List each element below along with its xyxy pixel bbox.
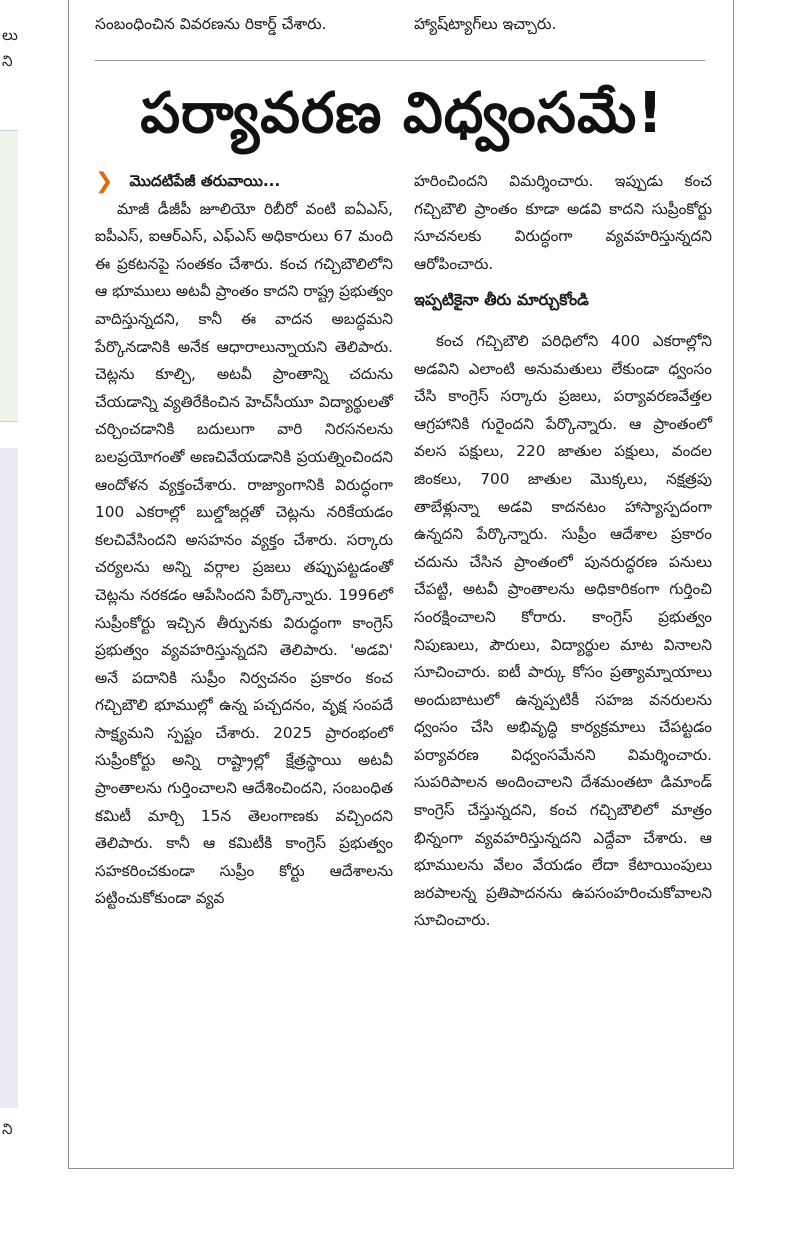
article-headline: పర్యావరణ విధ్వంసమే! <box>140 81 664 146</box>
article-paragraph: కంచ గచ్చిబౌలి పరిధిలోని 400 ఎకరాల్లోని అడవిని ఎలాంటి అనుమతులు లేకుండా ధ్వంసం చేసి కాంగ్రెస్ సర్కారు ప్రజలు, పర్యావరణవేత్తల ఆగ్రహానికి గురైందని పేర్కొన్నారు. ఆ ప్రాంతంలో వలస పక్షులు, 220 జాతుల పక్షులు, వందల జింకలు, 700 జాతుల మొక్కలు, నక్షత్రపు తాబేళ్లున్నా అడవి కాదనటం హాస్యాస్పదంగా ఉన్నదని పేర్కొన్నారు. సుప్రీం ఆదేశాల ప్రకారం చదును చేసిన ప్రాంతంలో పునరుద్ధరణ పనులు చేపట్టి, అటవీ ప్రాంతాలను అధికారికంగా గుర్తించి సంరక్షించాలని కోరారు. కాంగ్రెస్ ప్రభుత్వం నిపుణులు, పౌరులు, విద్యార్థుల మాట వినాలని సూచించారు. ఐటీ పార్కు కోసం ప్రత్యామ్నాయాలు అందుబాటులో ఉన్నప్పటికీ సహజ వనరులను ధ్వంసం చేసి అభివృద్ధి కార్యక్రమాలు చేపట్టడం పర్యావరణ విధ్వంసమేనని విమర్శించారు. సుపరిపాలన అందించాలని దేశమంతటా డిమాండ్ కాంగ్రెస్ చేస్తున్నదని, కంచ గచ్చిబౌలిలో మాత్రం భిన్నంగా వ్యవహరిస్తున్నదని ఎద్దేవా చేశారు. ఆ భూములను వేలం వేయడం లేదా కేటాయింపులు జరపాలన్న ప్రతిపాదనను ఉపసంహరించుకోవాలని సూచించారు. <box>414 331 712 930</box>
continuation-label: మొదటిపేజీ తరువాయి... <box>129 172 281 190</box>
article-paragraph: హరించిందని విమర్శించారు. ఇప్పుడు కంచ గచ్చిబౌలి ప్రాంతం కూడా అడవి కాదని సుప్రీంకోర్టు సూచనలకు విరుద్ధంగా వ్యవహరిస్తున్నదని ఆరోపించారు. <box>414 172 712 273</box>
section-divider <box>95 60 705 61</box>
article-column-right <box>414 168 712 935</box>
previous-article-line: హ్యాష్‌ట్యాగ్‌లు ఇచ్చారు. <box>414 15 557 33</box>
adjacent-text-fragment: లు <box>2 26 18 44</box>
article-paragraph: మాజీ డీజీపీ జూలియో రిబీరో వంటి ఐఏఎస్, ఐపీఎస్, ఐఆర్ఎస్, ఎఫ్ఎస్ అధికారులు 67 మంది ఈ ప్రకటనపై సంతకం చేశారు. కంచ గచ్చిబౌలిలోని ఆ భూములు అటవీ ప్రాంతం కాదని రాష్ట్ర ప్రభుత్వం వాదిస్తున్నదని, కానీ ఈ వాదన అబద్ధమని పేర్కొనడానికి అనేక ఆధారాలున్నాయని తెలిపారు. చెట్లను కూల్చి, అటవీ ప్రాంతాన్ని చదును చేయడాన్ని వ్యతిరేకించిన హెచ్‌సీయూ విద్యార్థులతో చర్చించడానికి బదులుగా వారి నిరసనలను బలప్రయోగంతో అణచివేయడానికి ప్రయత్నించిందని ఆందోళన వ్యక్తంచేశారు. రాజ్యాంగానికి విరుద్ధంగా 100 ఎకరాల్లో బుల్డోజర్లతో చెట్లను నరికేయడం కలచివేసిందని అసహనం వ్యక్తం చేశారు. సర్కారు చర్యలను అన్ని వర్గాల ప్రజలు తప్పుపట్టడంతో చెట్లను నరకడం ఆపేసిందని పేర్కొన్నారు. 1996లో సుప్రీంకోర్టు ఇచ్చిన తీర్పునకు విరుద్ధంగా కాంగ్రెస్ ప్రభుత్వం వ్యవహరిస్తున్నదని తెలిపారు. 'అడవి' అనే పదానికి సుప్రీం నిర్వచనం ప్రకారం కంచ గచ్చిబౌలి భూముల్లో ఉన్న పచ్చదనం, వృక్ష సంపదే సాక్ష్యమని స్పష్టం చేశారు. 2025 ప్రారంభంలో సుప్రీంకోర్టు అన్ని రాష్ట్రాల్లో క్షేత్రస్థాయి అటవీ ప్రాంతాలను గుర్తించాలని ఆదేశించిందని, సంబంధిత కమిటీ మార్చి 15న తెలంగాణకు వచ్చిందని తెలిపారు. కానీ ఆ కమిటీకి కాంగ్రెస్ ప్రభుత్వం సహకరించకుండా సుప్రీం కోర్టు ఆదేశాలను పట్టించుకోకుండా వ్యవ <box>95 199 393 908</box>
adjacent-green-box <box>0 130 18 422</box>
adjacent-lavender-box <box>0 448 18 1108</box>
adjacent-text-fragment: ని <box>2 52 13 70</box>
previous-article-col2 <box>414 0 714 38</box>
article-column-left <box>95 168 393 913</box>
article-subheading: ఇప్పటికైనా తీరు మార్చుకోండి <box>414 290 589 310</box>
adjacent-text-fragment: ని <box>2 1120 13 1138</box>
chevron-right-icon: ❯ <box>95 169 114 195</box>
previous-article-line: సంబంధించిన వివరణను రికార్డ్ చేశారు. <box>95 15 327 33</box>
continuation-marker <box>95 168 393 196</box>
previous-article-col1 <box>95 0 395 38</box>
adjacent-article-strip <box>0 0 20 1245</box>
